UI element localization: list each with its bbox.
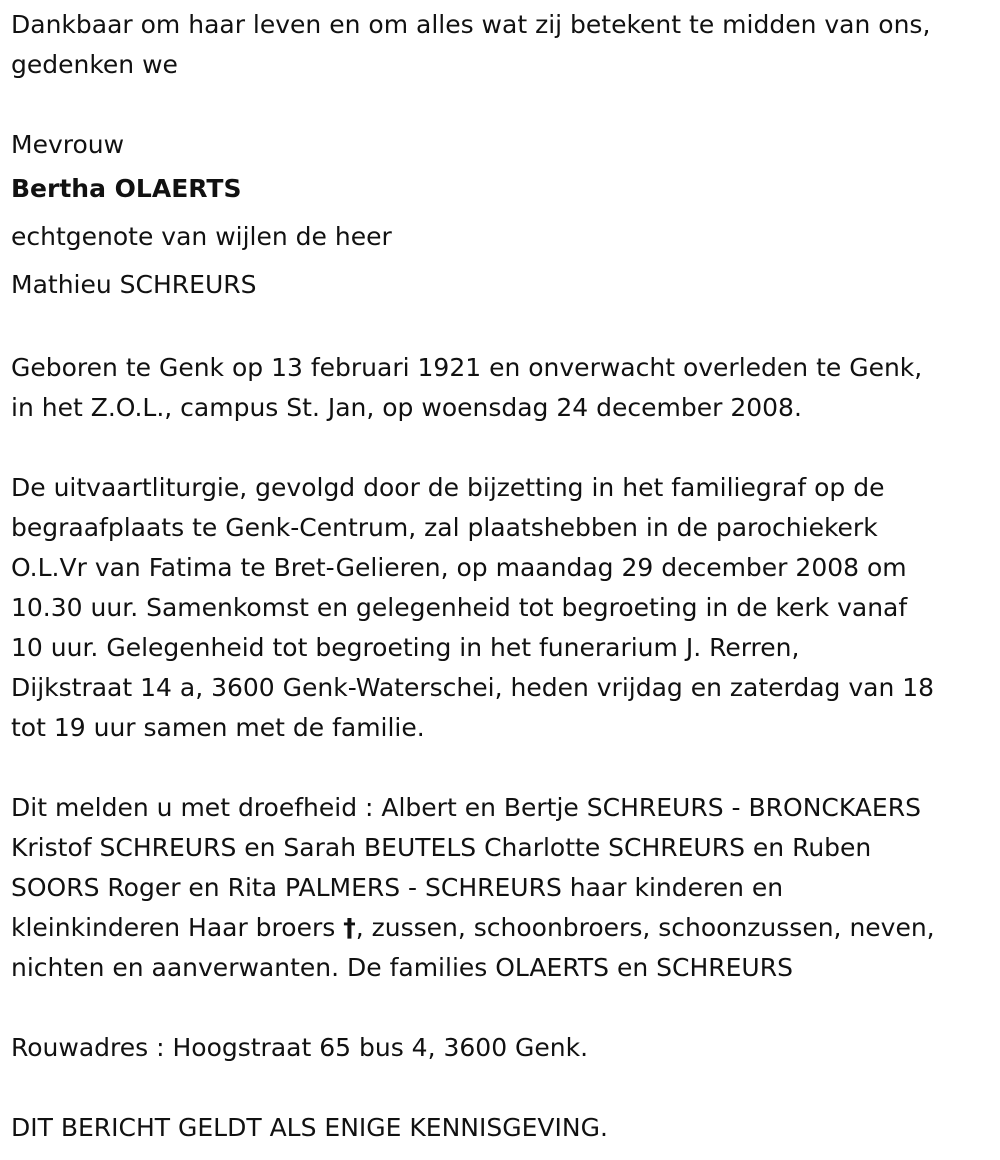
mourners-paragraph [11, 788, 996, 988]
funeral-line: De uitvaartliturgie, gevolgd door de bijzetting in het familiegraf op de [11, 473, 885, 502]
cross-icon: † [343, 913, 356, 942]
address-paragraph [11, 1028, 996, 1068]
intro-line: Dankbaar om haar leven en om alles wat zij betekent te midden van ons, [11, 10, 931, 39]
official-notice: DIT BERICHT GELDT ALS ENIGE KENNISGEVING. [11, 1113, 608, 1142]
person-block [11, 125, 996, 309]
mourners-line [11, 908, 996, 948]
mourners-text: , zussen, schoonbroers, schoonzussen, neven, [355, 913, 935, 942]
birth-death-paragraph [11, 348, 996, 428]
funeral-line: O.L.Vr van Fatima te Bret-Gelieren, op maandag 29 december 2008 om [11, 553, 907, 582]
funeral-line: tot 19 uur samen met de familie. [11, 713, 425, 742]
paragraph-spacer [11, 309, 996, 348]
paragraph-spacer [11, 1068, 996, 1108]
funeral-line: Dijkstraat 14 a, 3600 Genk-Waterschei, heden vrijdag en zaterdag van 18 [11, 673, 935, 702]
paragraph-spacer [11, 428, 996, 468]
mourners-line: Kristof SCHREURS en Sarah BEUTELS Charlotte SCHREURS en Ruben [11, 833, 872, 862]
obituary-document [11, 5, 996, 1148]
mourners-line: Dit melden u met droefheid : Albert en Bertje SCHREURS - BRONCKAERS [11, 793, 921, 822]
paragraph-spacer [11, 85, 996, 125]
funeral-line: 10 uur. Gelegenheid tot begroeting in het funerarium J. Rerren, [11, 633, 800, 662]
mourners-text: kleinkinderen Haar broers [11, 913, 344, 942]
mourning-address: Rouwadres : Hoogstraat 65 bus 4, 3600 Genk. [11, 1033, 589, 1062]
intro-line: gedenken we [11, 50, 178, 79]
notice-paragraph [11, 1108, 996, 1148]
paragraph-spacer [11, 748, 996, 788]
mourners-line: nichten en aanverwanten. De families OLAERTS en SCHREURS [11, 953, 793, 982]
spouse-name: Mathieu SCHREURS [11, 270, 257, 299]
birth-death-line: in het Z.O.L., campus St. Jan, op woensdag 24 december 2008. [11, 393, 802, 422]
deceased-name: Bertha OLAERTS [11, 174, 242, 203]
intro-paragraph [11, 5, 996, 85]
funeral-line: 10.30 uur. Samenkomst en gelegenheid tot begroeting in de kerk vanaf [11, 593, 908, 622]
honorific: Mevrouw [11, 130, 125, 159]
funeral-paragraph [11, 468, 996, 748]
relation-text: echtgenote van wijlen de heer [11, 222, 392, 251]
birth-death-line: Geboren te Genk op 13 februari 1921 en onverwacht overleden te Genk, [11, 353, 923, 382]
funeral-line: begraafplaats te Genk-Centrum, zal plaatshebben in de parochiekerk [11, 513, 878, 542]
mourners-line: SOORS Roger en Rita PALMERS - SCHREURS haar kinderen en [11, 873, 784, 902]
paragraph-spacer [11, 988, 996, 1028]
